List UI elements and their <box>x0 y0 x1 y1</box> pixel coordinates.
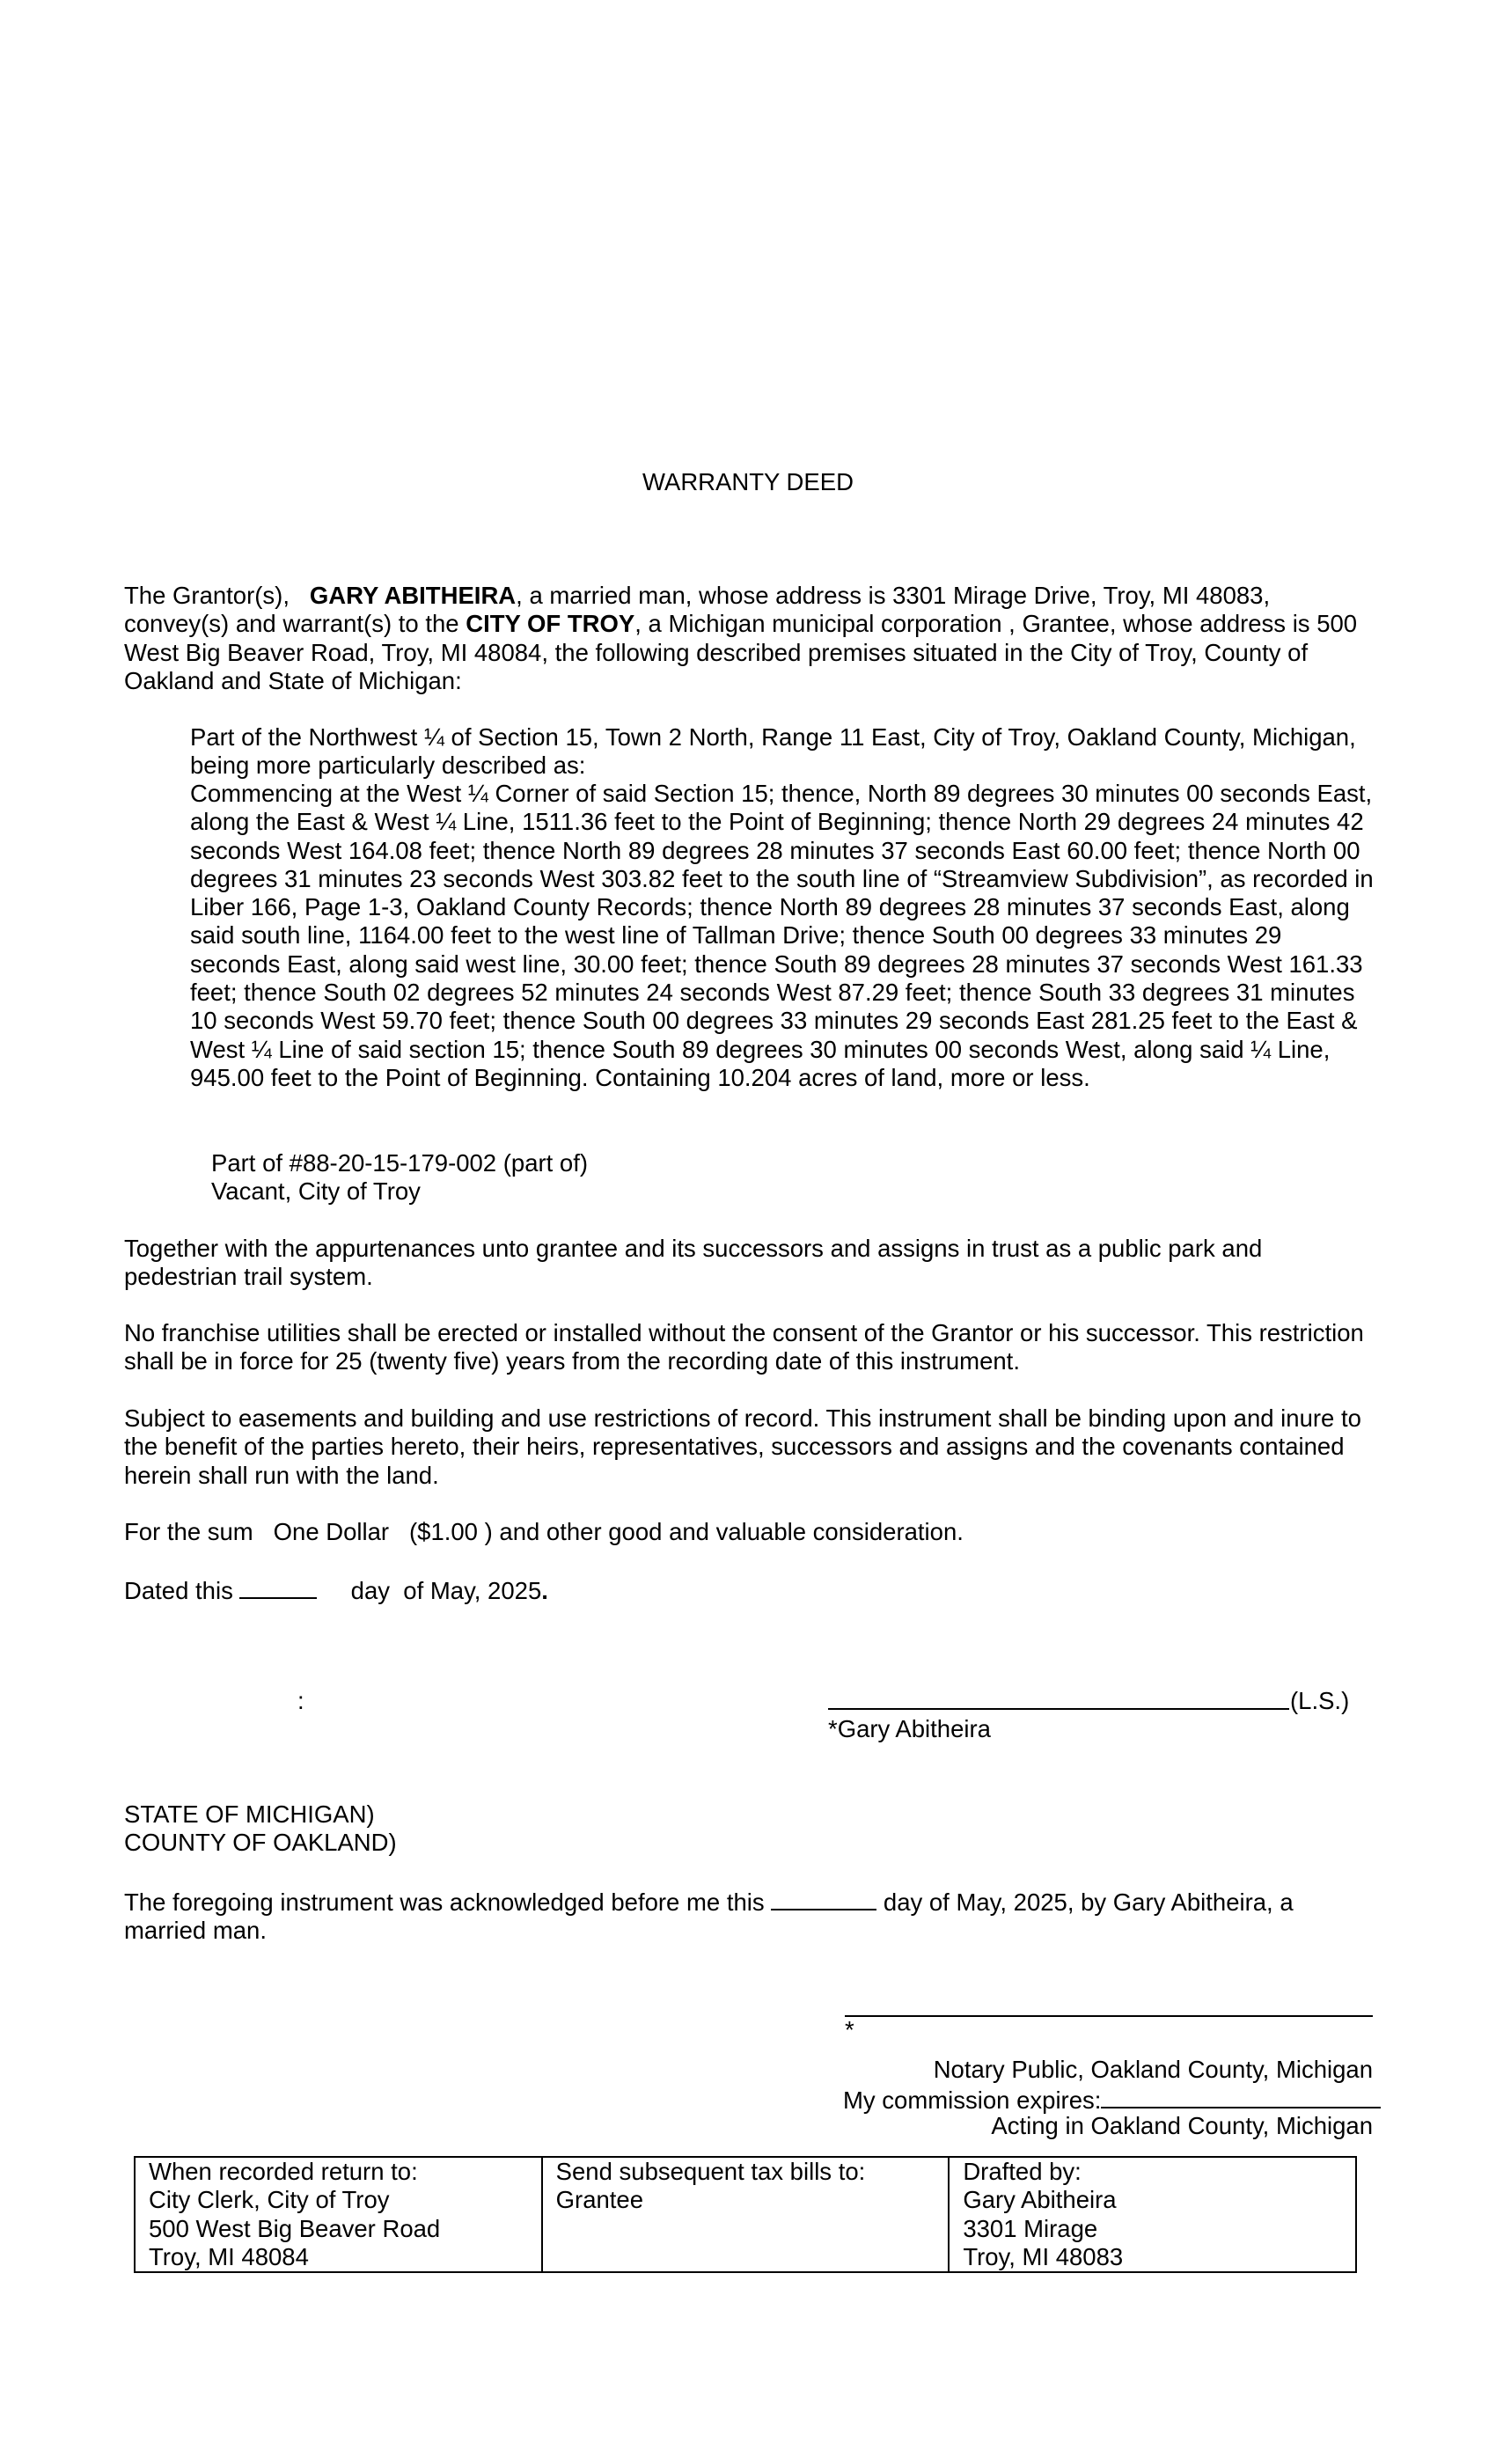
notary-star: * <box>845 2016 854 2043</box>
drafted-by-cell <box>949 2157 1356 2272</box>
drafted-by-line: Troy, MI 48083 <box>963 2242 1124 2270</box>
dated-line <box>124 1574 1374 1605</box>
day-blank <box>239 1574 317 1599</box>
notary-acting: Acting in Oakland County, Michigan <box>991 2112 1373 2139</box>
signer-name: *Gary Abitheira <box>828 1715 991 1742</box>
tax-bills-line: Grantee <box>555 2186 644 2214</box>
grantor-name: GARY ABITHEIRA <box>309 582 517 609</box>
parcel-number: Part of #88-20-15-179-002 (part of) <box>211 1149 589 1177</box>
recording-info-table <box>134 2156 1357 2273</box>
return-to-line: 500 West Big Beaver Road <box>149 2214 441 2242</box>
consideration-clause: For the sum One Dollar ($1.00 ) and other good and valuable consideration. <box>124 1518 964 1545</box>
grant-mid-2: , a Michigan municipal corporation , Grantee, whose address is 500 West Big Beaver Road, Troy, MI 48084, the following described premises situated in the City of Troy, County of Oakland and State of Michigan: <box>124 610 1358 694</box>
legal-description-body: Commencing at the West ¼ Corner of said Section 15; thence, North 89 degrees 30 minutes 00 seconds East, along the East & West ¼ Line, 1511.36 feet to the Point of Beginning; thence North 29 degrees 24 minutes 42 seconds West 164.08 feet; thence North 89 degrees 28 minutes 37 seconds East 60.00 feet; thence North 00 degrees 31 minutes 23 seconds West 303.82 feet to the south line of “Streamview Subdivision”, as recorded in Liber 166, Page 1-3, Oakland County Records; thence North 89 degrees 28 minutes 37 seconds East, along said south line, 1164.00 feet to the west line of Tallman Drive; thence South 00 degrees 33 minutes 29 seconds East, along said west line, 30.00 feet; thence South 89 degrees 28 minutes 37 seconds West 161.33 feet; thence South 02 degrees 52 minutes 24 seconds West 87.29 feet; thence South 33 degrees 31 minutes 10 seconds West 59.70 feet; thence South 00 degrees 33 minutes 29 seconds East 281.25 feet to the East & West ¼ Line of said section 15; thence South 89 degrees 30 minutes 00 seconds West, along said ¼ Line, 945.00 feet to the Point of Beginning. Containing 10.204 acres of land, more or less. <box>190 780 1374 1091</box>
return-to-cell <box>135 2157 542 2272</box>
tax-bills-cell <box>542 2157 950 2272</box>
grant-mid-1: , a married man, whose address is 3301 Mirage Drive, Troy, MI 48083, convey(s) and warrant(s) to the <box>124 582 1271 638</box>
drafted-by-line: 3301 Mirage <box>963 2214 1098 2242</box>
dated-period: . <box>541 1577 548 1604</box>
return-to-line: City Clerk, City of Troy <box>149 2186 390 2214</box>
acknowledgment <box>124 1886 1374 1946</box>
franchise-clause: No franchise utilities shall be erected or installed without the consent of the Grantor or his successor. This restriction shall be in force for 25 (twenty five) years from the recording date of this instrument. <box>124 1319 1364 1375</box>
grantee-name: CITY OF TROY <box>466 610 635 638</box>
grantor-signature-line <box>828 1708 1289 1710</box>
notary-title: Notary Public, Oakland County, Michigan <box>933 2056 1373 2083</box>
acknowledgment-day-blank <box>771 1886 876 1910</box>
commission-expires-blank <box>1101 2084 1381 2108</box>
return-to-heading: When recorded return to: <box>149 2158 418 2185</box>
grant-lead: The Grantor(s), <box>124 582 310 609</box>
document-title: WARRANTY DEED <box>642 468 854 495</box>
venue-county: COUNTY OF OAKLAND) <box>124 1829 397 1856</box>
signature-colon: : <box>297 1687 304 1714</box>
acknowledgment-prefix: The foregoing instrument was acknowledged before me this <box>124 1888 772 1916</box>
notary-signature-line <box>845 2015 1373 2017</box>
dated-suffix: day of May, 2025 <box>317 1577 542 1604</box>
return-to-line: Troy, MI 48084 <box>149 2242 309 2270</box>
tax-bills-heading: Send subsequent tax bills to: <box>555 2158 866 2185</box>
seal-mark: (L.S.) <box>1290 1687 1350 1714</box>
drafted-by-line: Gary Abitheira <box>963 2186 1117 2214</box>
legal-description-intro: Part of the Northwest ¼ of Section 15, Town 2 North, Range 11 East, City of Troy, Oakland County, Michigan, being more particularly described as: <box>190 723 1356 780</box>
acknowledgment-suffix: day of May, 2025, by Gary Abitheira, a married man. <box>124 1888 1294 1945</box>
easements-clause: Subject to easements and building and use restrictions of record. This instrument shall be binding upon and inure to the benefit of the parties hereto, their heirs, representatives, successors and assigns and the covenants contained herein shall run with the land. <box>124 1404 1361 1489</box>
parcel-status: Vacant, City of Troy <box>211 1177 421 1205</box>
venue-state: STATE OF MICHIGAN) <box>124 1800 375 1828</box>
commission-expires <box>843 2084 1373 2115</box>
grant-clause <box>124 582 1374 695</box>
drafted-by-heading: Drafted by: <box>963 2158 1082 2185</box>
dated-prefix: Dated this <box>124 1577 240 1604</box>
commission-expires-label: My commission expires: <box>843 2086 1102 2114</box>
appurtenances-clause: Together with the appurtenances unto grantee and its successors and assigns in trust as a public park and pedestrian trail system. <box>124 1235 1263 1291</box>
